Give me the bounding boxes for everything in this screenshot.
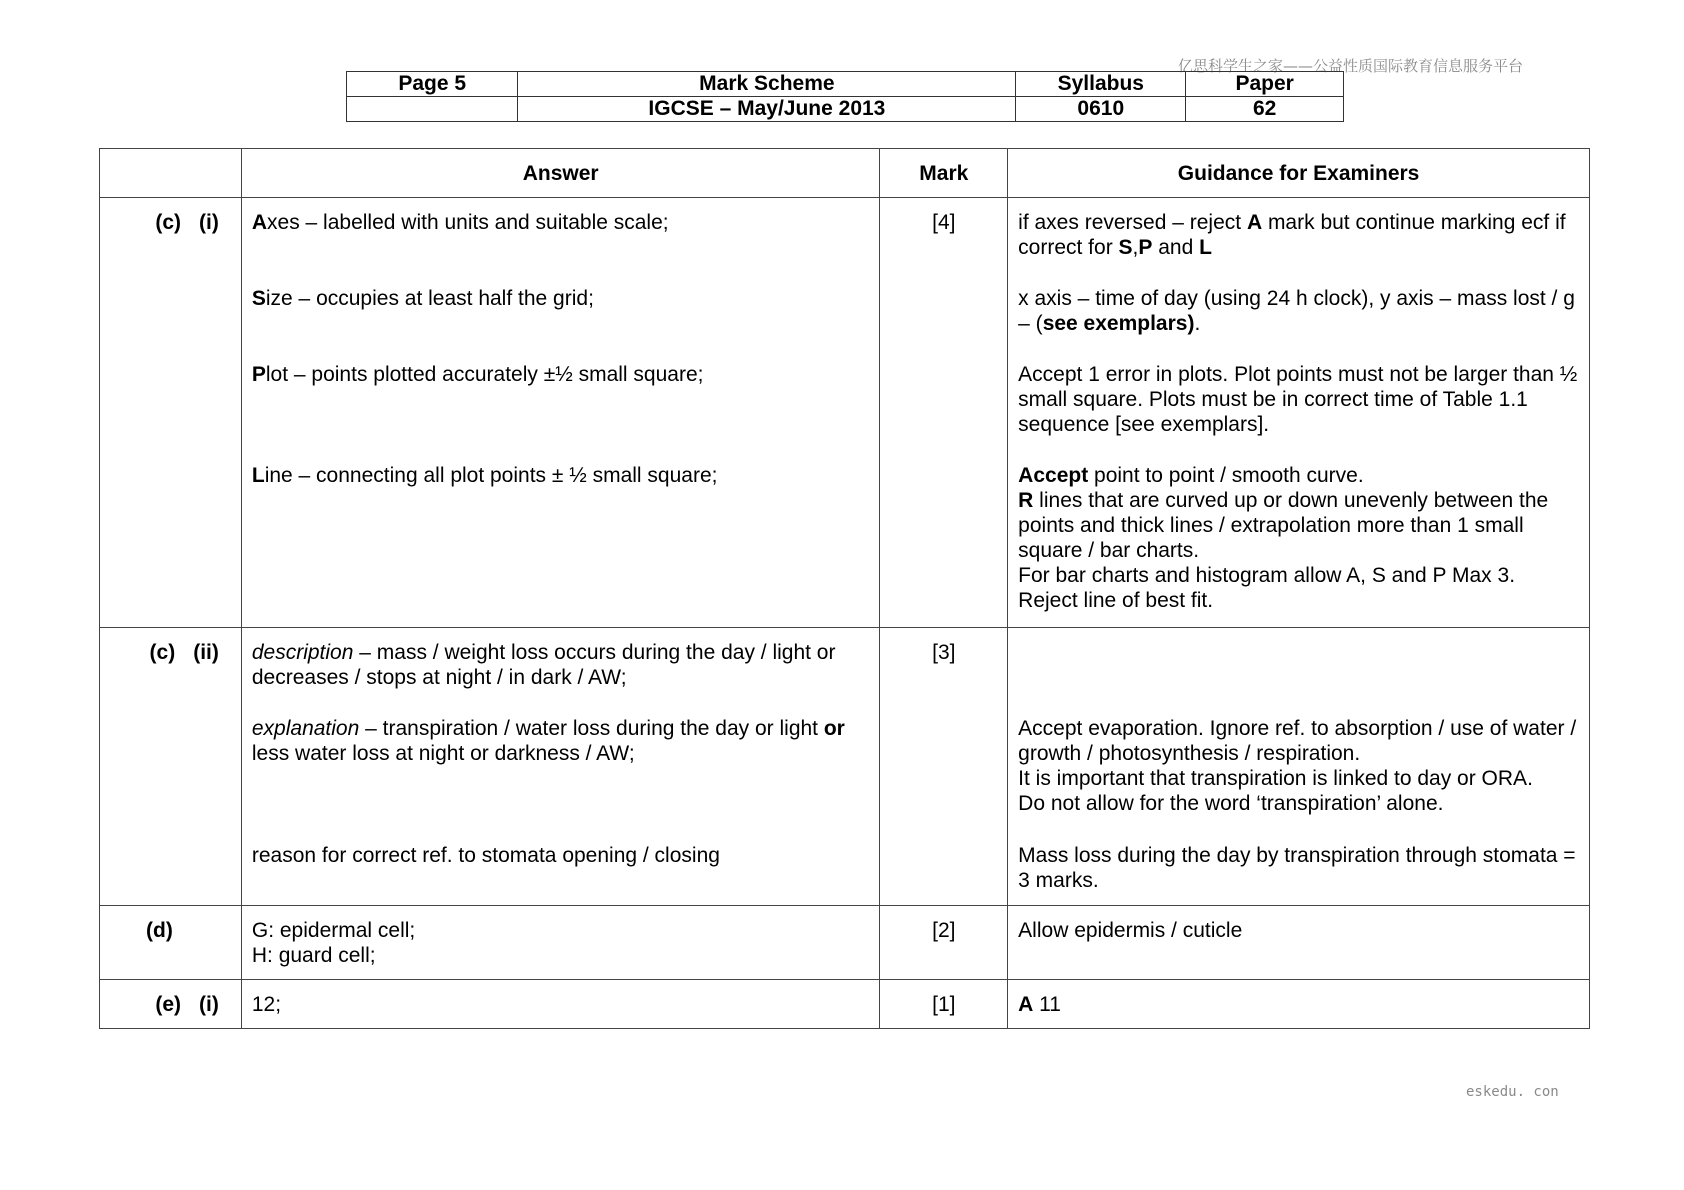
question-label: (c) [149, 641, 176, 664]
header-syllabus: 0610 [1016, 97, 1186, 122]
answer-line: description – mass / weight loss occurs during the day / light or decreases / stops at night / in dark / AW; [251, 641, 836, 689]
guidance-cell [1008, 198, 1590, 628]
answer-cell: 12; [241, 980, 880, 1029]
answer-cell [241, 628, 880, 906]
col-mark: Mark [880, 149, 1008, 198]
question-number [100, 906, 242, 980]
guidance-para: Accept 1 error in plots. Plot points must not be larger than ½ small square. Plots must be in correct time of Table 1.1 sequence [see exemplars]. [1018, 363, 1578, 436]
col-guidance: Guidance for Examiners [1008, 149, 1590, 198]
answer-line: Line – connecting all plot points ± ½ small square; [251, 464, 718, 487]
header-table [346, 71, 1344, 122]
header-paper: 62 [1186, 97, 1344, 122]
header-title: Mark Scheme [518, 72, 1016, 97]
header-empty [347, 97, 518, 122]
watermark-bottom: eskedu. con [1466, 1084, 1559, 1100]
question-label: (d) [146, 919, 173, 942]
question-label: (c) [155, 211, 182, 234]
mark-scheme-table [99, 148, 1590, 1029]
watermark-top: 亿思科学生之家——公益性质国际教育信息服务平台 [1178, 57, 1524, 75]
guidance-cell [1008, 628, 1590, 906]
header-page: Page 5 [347, 72, 518, 97]
answer-line: reason for correct ref. to stomata opening / closing [251, 844, 720, 867]
question-number [100, 198, 242, 628]
guidance-para: if axes reversed – reject A mark but continue marking ecf if correct for S,P and L [1018, 211, 1566, 259]
mark-cell: [1] [880, 980, 1008, 1029]
guidance-para: x axis – time of day (using 24 h clock), y axis – mass lost / g – (see exemplars). [1018, 287, 1575, 335]
answer-cell [241, 198, 880, 628]
mark-cell: [4] [880, 198, 1008, 628]
guidance-spacer [1018, 640, 1579, 716]
table-header-row [100, 149, 1590, 198]
mark-cell: [3] [880, 628, 1008, 906]
header-paper-label: Paper [1186, 72, 1344, 97]
question-sub-label: (ii) [193, 641, 219, 664]
answer-line: G: epidermal cell; [251, 919, 416, 942]
guidance-para: Accept point to point / smooth curve. R lines that are curved up or down unevenly between the points and thick lines / extrapolation more than 1 small square / bar charts. For bar charts and histogram allow A, S and P Max 3. Reject line of best fit. [1018, 464, 1549, 612]
answer-line: explanation – transpiration / water loss during the day or light or less water loss at night or darkness / AW; [251, 717, 845, 765]
table-row [100, 198, 1590, 628]
table-row [100, 628, 1590, 906]
guidance-para: Mass loss during the day by transpiration through stomata = 3 marks. [1018, 844, 1576, 892]
question-number [100, 980, 242, 1029]
answer-cell [241, 906, 880, 980]
question-sub-label: (i) [199, 211, 219, 234]
answer-line: Axes – labelled with units and suitable scale; [251, 211, 669, 234]
question-number [100, 628, 242, 906]
guidance-para: Accept evaporation. Ignore ref. to absorption / use of water / growth / photosynthesis / respiration. It is important that transpiration is linked to day or ORA. Do not allow for the word ‘transpiration’ alone. [1018, 717, 1577, 815]
guidance-cell: A 11 [1008, 980, 1590, 1029]
answer-line: H: guard cell; [251, 944, 376, 967]
col-question [100, 149, 242, 198]
guidance-cell: Allow epidermis / cuticle [1008, 906, 1590, 980]
col-answer: Answer [241, 149, 880, 198]
answer-line: Plot – points plotted accurately ±½ small square; [251, 363, 704, 386]
question-sub-label: (i) [199, 993, 219, 1016]
mark-cell: [2] [880, 906, 1008, 980]
header-exam: IGCSE – May/June 2013 [518, 97, 1016, 122]
answer-line: Size – occupies at least half the grid; [251, 287, 594, 310]
header-syllabus-label: Syllabus [1016, 72, 1186, 97]
table-row [100, 980, 1590, 1029]
table-row [100, 906, 1590, 980]
question-label: (e) [155, 993, 182, 1016]
